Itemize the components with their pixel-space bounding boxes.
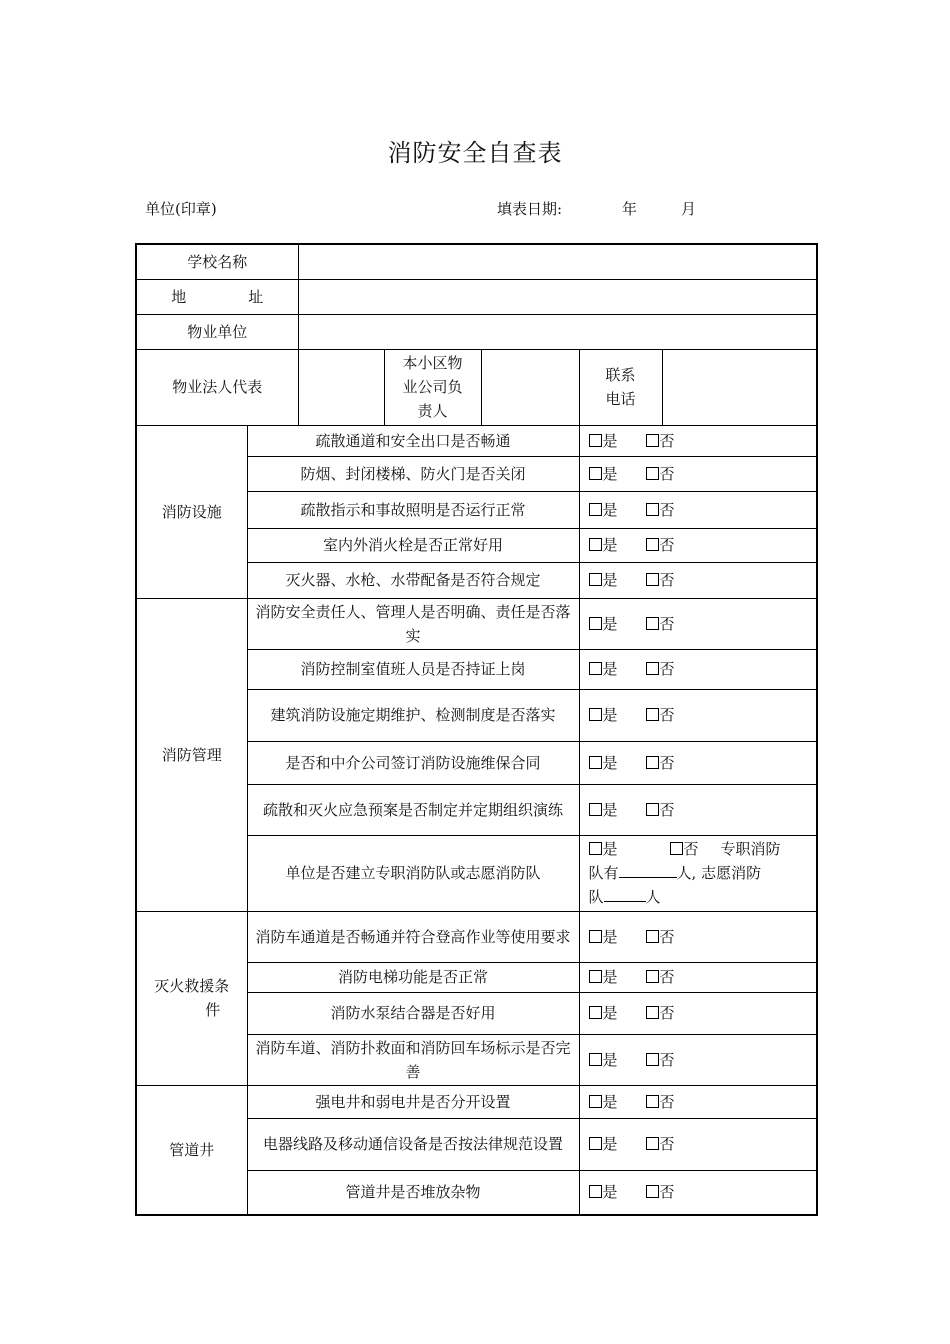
yes-checkbox[interactable] [589,1137,602,1150]
yes-checkbox[interactable] [589,930,602,943]
legal-rep-label: 物业法人代表 [136,349,298,425]
property-company-field[interactable] [298,314,817,349]
yes-checkbox[interactable] [589,842,602,855]
check-item: 管道井是否堆放杂物 [247,1170,579,1215]
check-item: 消防电梯功能是否正常 [247,962,579,992]
category-fire-facilities: 消防设施 [136,425,247,598]
check-item: 疏散和灭火应急预案是否制定并定期组织演练 [247,784,579,835]
check-item: 灭火器、水枪、水带配备是否符合规定 [247,562,579,598]
yes-no-options[interactable]: 是 否 [579,784,817,835]
check-item: 室内外消火栓是否正常好用 [247,528,579,562]
no-checkbox[interactable] [646,1095,659,1108]
table-row [136,598,817,649]
fire-team-options[interactable]: 是 否 专职消防 队有 人, 志愿消防 队 人 [579,835,817,911]
yes-no-options[interactable]: 是 否 [579,1034,817,1085]
yes-checkbox[interactable] [589,662,602,675]
yes-checkbox[interactable] [589,573,602,586]
no-checkbox[interactable] [646,1185,659,1198]
no-checkbox[interactable] [646,503,659,516]
check-item: 消防控制室值班人员是否持证上岗 [247,649,579,689]
table-row [136,911,817,962]
yes-no-options[interactable]: 是 否 [579,456,817,491]
legal-rep-field[interactable] [298,349,384,425]
no-checkbox[interactable] [646,930,659,943]
no-checkbox[interactable] [646,970,659,983]
check-item: 消防水泵结合器是否好用 [247,992,579,1034]
check-item: 防烟、封闭楼梯、防火门是否关闭 [247,456,579,491]
school-name-row [136,244,817,279]
check-item: 电器线路及移动通信设备是否按法律规范设置 [247,1118,579,1170]
yes-checkbox[interactable] [589,1095,602,1108]
check-item: 消防安全责任人、管理人是否明确、责任是否落实 [247,598,579,649]
address-row [136,279,817,314]
table-row [136,425,817,456]
check-item: 消防车通道是否畅通并符合登高作业等使用要求 [247,911,579,962]
yes-checkbox[interactable] [589,708,602,721]
yes-checkbox[interactable] [589,756,602,769]
page-title: 消防安全自查表 [387,139,563,167]
check-item: 疏散指示和事故照明是否运行正常 [247,491,579,528]
no-checkbox[interactable] [646,538,659,551]
yes-no-options[interactable]: 是 否 [579,962,817,992]
yes-checkbox[interactable] [589,1053,602,1066]
fill-date-label: 填表日期: [497,200,563,218]
no-checkbox[interactable] [646,708,659,721]
check-item: 建筑消防设施定期维护、检测制度是否落实 [247,689,579,741]
yes-checkbox[interactable] [589,803,602,816]
yes-no-options[interactable]: 是 否 [579,1118,817,1170]
yes-no-options[interactable]: 是 否 [579,598,817,649]
yes-checkbox[interactable] [589,467,602,480]
unit-label: 单位(印章) [145,200,217,218]
check-item: 是否和中介公司签订消防设施维保合同 [247,741,579,784]
address-field[interactable] [298,279,817,314]
yes-no-options[interactable]: 是 否 [579,562,817,598]
yes-no-options[interactable]: 是 否 [579,649,817,689]
yes-checkbox[interactable] [589,503,602,516]
yes-no-options[interactable]: 是 否 [579,425,817,456]
no-checkbox[interactable] [646,434,659,447]
no-checkbox[interactable] [646,617,659,630]
yes-checkbox[interactable] [589,970,602,983]
yes-no-options[interactable]: 是 否 [579,1170,817,1215]
no-checkbox[interactable] [646,803,659,816]
contact-field[interactable] [662,349,817,425]
no-checkbox[interactable] [646,1053,659,1066]
no-checkbox[interactable] [646,573,659,586]
property-company-row [136,314,817,349]
volunteer-count-field[interactable] [604,885,646,902]
yes-no-options[interactable]: 是 否 [579,741,817,784]
full-time-count-field[interactable] [619,861,677,878]
contact-label: 联系 电话 [579,349,662,425]
yes-checkbox[interactable] [589,617,602,630]
table-row [136,1085,817,1118]
no-checkbox[interactable] [646,1006,659,1019]
category-shafts: 管道井 [136,1085,247,1215]
yes-checkbox[interactable] [589,434,602,447]
yes-no-options[interactable]: 是 否 [579,689,817,741]
no-checkbox[interactable] [646,1137,659,1150]
property-company-label: 物业单位 [136,314,298,349]
yes-no-options[interactable]: 是 否 [579,1085,817,1118]
school-name-label: 学校名称 [136,244,298,279]
yes-no-options[interactable]: 是 否 [579,992,817,1034]
yes-checkbox[interactable] [589,1185,602,1198]
yes-checkbox[interactable] [589,538,602,551]
no-checkbox[interactable] [646,467,659,480]
school-name-field[interactable] [298,244,817,279]
yes-no-options[interactable]: 是 否 [579,528,817,562]
inspection-table [135,243,818,1216]
check-item: 消防车道、消防扑救面和消防回车场标示是否完善 [247,1034,579,1085]
no-checkbox[interactable] [646,662,659,675]
yes-no-options[interactable]: 是 否 [579,491,817,528]
month-label: 月 [681,200,697,218]
yes-no-options[interactable]: 是 否 [579,911,817,962]
year-label: 年 [622,200,638,218]
yes-checkbox[interactable] [589,1006,602,1019]
check-item: 疏散通道和安全出口是否畅通 [247,425,579,456]
manager-label: 本小区物 业公司负 责人 [384,349,481,425]
category-fire-management: 消防管理 [136,598,247,911]
check-item: 强电井和弱电井是否分开设置 [247,1085,579,1118]
manager-field[interactable] [481,349,579,425]
address-label: 地 址 [136,279,298,314]
check-item: 单位是否建立专职消防队或志愿消防队 [247,835,579,911]
legal-rep-row [136,349,817,425]
category-rescue-conditions: 灭火救援条 件 [136,911,247,1085]
no-checkbox[interactable] [670,842,683,855]
no-checkbox[interactable] [646,756,659,769]
